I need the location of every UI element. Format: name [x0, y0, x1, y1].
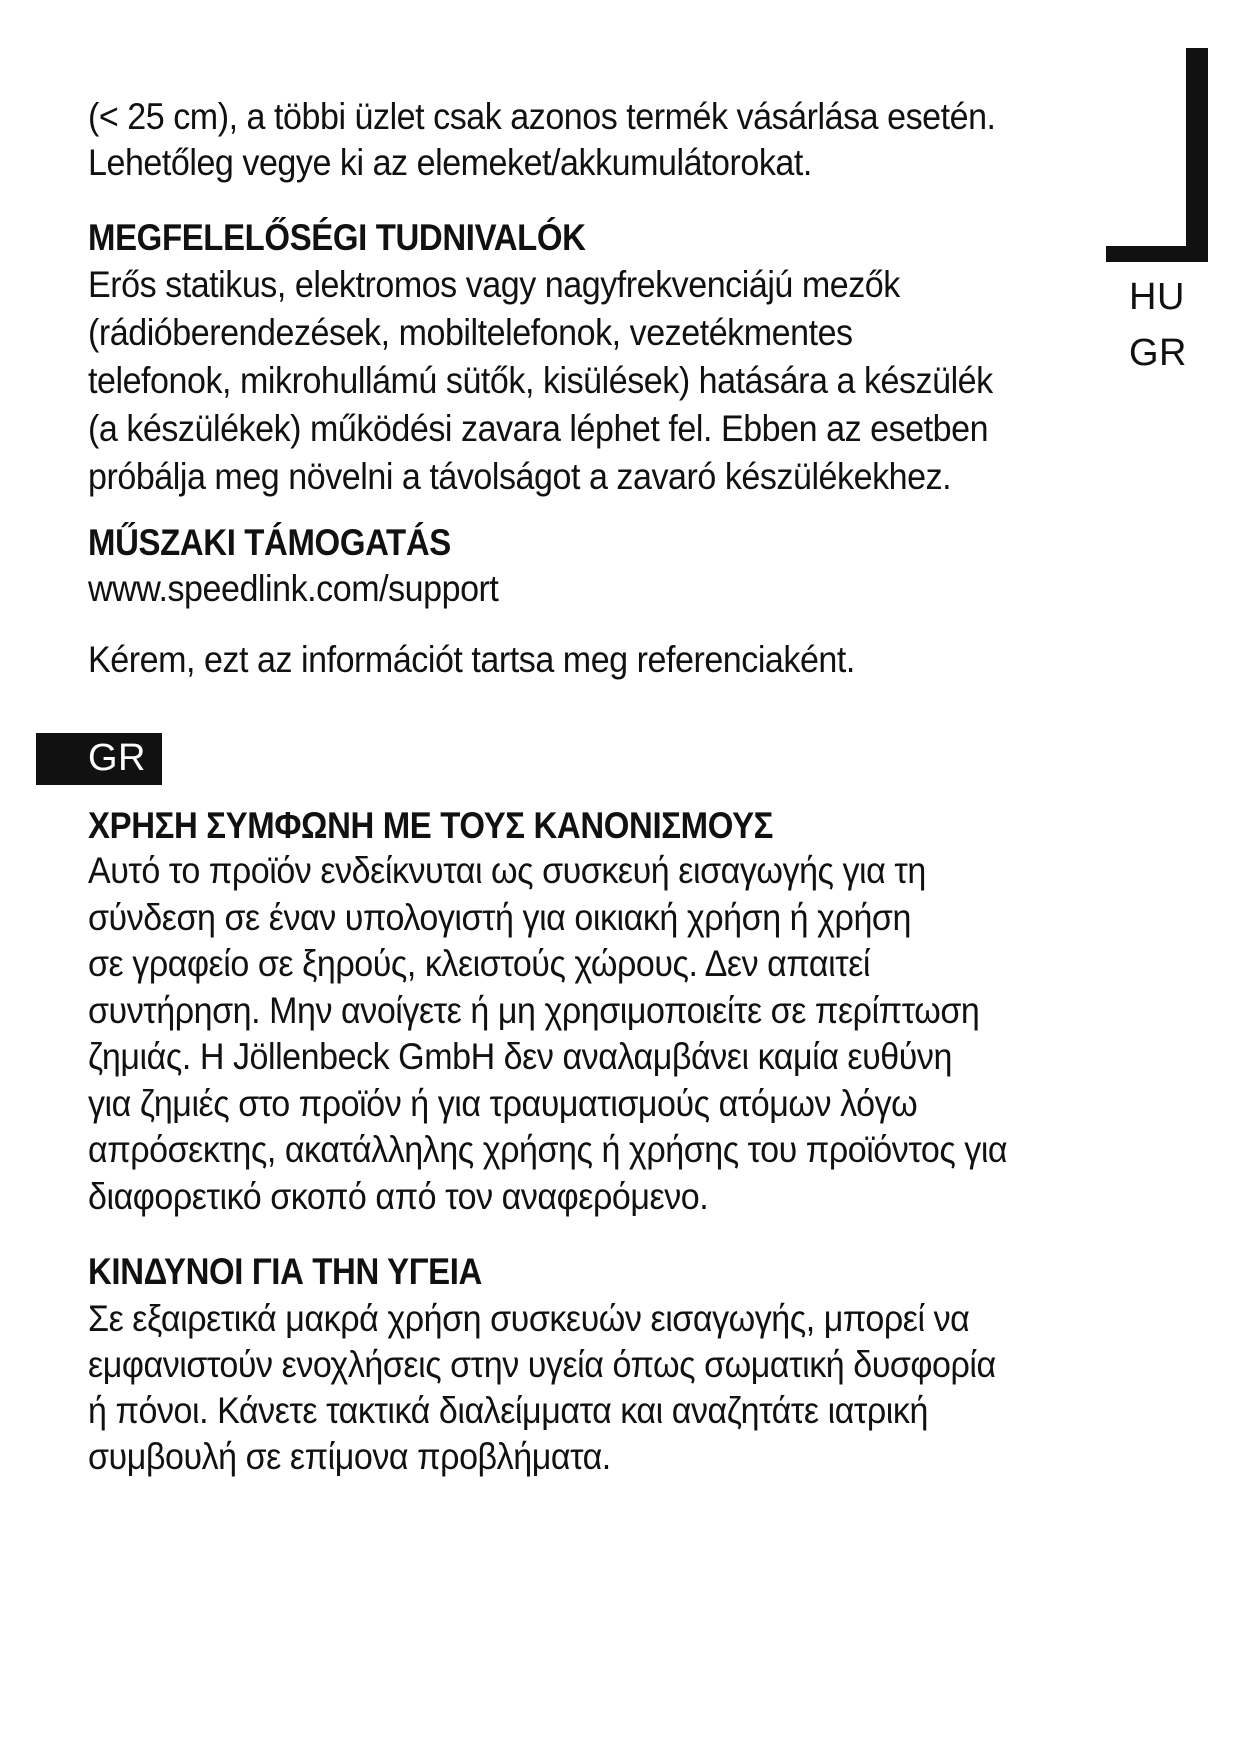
gr-health-line: ή πόνοι. Κάνετε τακτικά διαλείμματα και αναζητάτε ιατρική: [88, 1390, 928, 1431]
hu-conformity-line: telefonok, mikrohullámú sütők, kisülések) hatására a készülék: [88, 360, 993, 401]
corner-marker-vertical: [1186, 48, 1208, 262]
side-lang-gr: GR: [1129, 332, 1187, 374]
hu-intro-line: (< 25 cm), a többi üzlet csak azonos termék vásárlása esetén.: [88, 96, 996, 137]
hu-conformity-line: Erős statikus, elektromos vagy nagyfrekvenciájú mezők: [88, 264, 900, 305]
gr-intended-use-line: απρόσεκτης, ακατάλληλης χρήσης ή χρήσης του προϊόντος για: [88, 1129, 1008, 1170]
gr-health-paragraph: [88, 1296, 996, 1480]
gr-section-label: GR: [88, 737, 146, 779]
hu-support-heading: MŰSZAKI TÁMOGATÁS: [88, 522, 451, 563]
gr-intended-use-heading: ΧΡΗΣΗ ΣΥΜΦΩΝΗ ΜΕ ΤΟΥΣ ΚΑΝΟΝΙΣΜΟΥΣ: [88, 805, 774, 846]
gr-health-line: συμβουλή σε επίμονα προβλήματα.: [88, 1436, 611, 1477]
gr-intended-use-line: σε γραφείο σε ξηρούς, κλειστούς χώρους. Δεν απαιτεί: [88, 943, 871, 984]
hu-intro-paragraph: [88, 94, 996, 186]
gr-health-heading: ΚΙΝΔΥΝΟΙ ΓΙΑ ΤΗΝ ΥΓΕΙΑ: [88, 1251, 482, 1292]
corner-marker-horizontal: [1106, 246, 1208, 262]
hu-conformity-line: próbálja meg növelni a távolságot a zavaró készülékekhez.: [88, 456, 952, 497]
gr-intended-use-line: συντήρηση. Μην ανοίγετε ή μη χρησιμοποιείτε σε περίπτωση: [88, 989, 980, 1031]
hu-support-url[interactable]: www.speedlink.com/support: [88, 568, 499, 609]
hu-conformity-line: (rádióberendezések, mobiltelefonok, vezetékmentes: [88, 312, 853, 353]
hu-conformity-line: (a készülékek) működési zavara léphet fel. Ebben az esetben: [88, 408, 989, 449]
gr-intended-use-line: Αυτό το προϊόν ενδείκνυται ως συσκευή εισαγωγής για τη: [88, 850, 926, 891]
side-lang-hu: HU: [1129, 276, 1185, 318]
hu-conformity-heading: MEGFELELŐSÉGI TUDNIVALÓK: [88, 217, 586, 258]
gr-intended-use-line: διαφορετικό σκοπό από τον αναφερόμενο.: [88, 1175, 709, 1217]
gr-intended-use-line: σύνδεση σε έναν υπολογιστή για οικιακή χρήση ή χρήση: [88, 896, 911, 938]
hu-support-note: Kérem, ezt az információt tartsa meg referenciaként.: [88, 639, 855, 680]
gr-health-line: εμφανιστούν ενοχλήσεις στην υγεία όπως σωματική δυσφορία: [88, 1344, 996, 1385]
gr-health-line: Σε εξαιρετικά μακρά χρήση συσκευών εισαγωγής, μπορεί να: [88, 1298, 970, 1339]
gr-intended-use-line: ζημιάς. Η Jöllenbeck GmbH δεν αναλαμβάνει καμία ευθύνη: [88, 1036, 952, 1077]
hu-conformity-paragraph: [88, 261, 993, 501]
gr-intended-use-line: για ζημιές στο προϊόν ή για τραυματισμούς ατόμων λόγω: [88, 1082, 918, 1124]
gr-intended-use-paragraph: [88, 848, 1007, 1220]
hu-intro-line: Lehetőleg vegye ki az elemeket/akkumulátorokat.: [88, 142, 812, 183]
